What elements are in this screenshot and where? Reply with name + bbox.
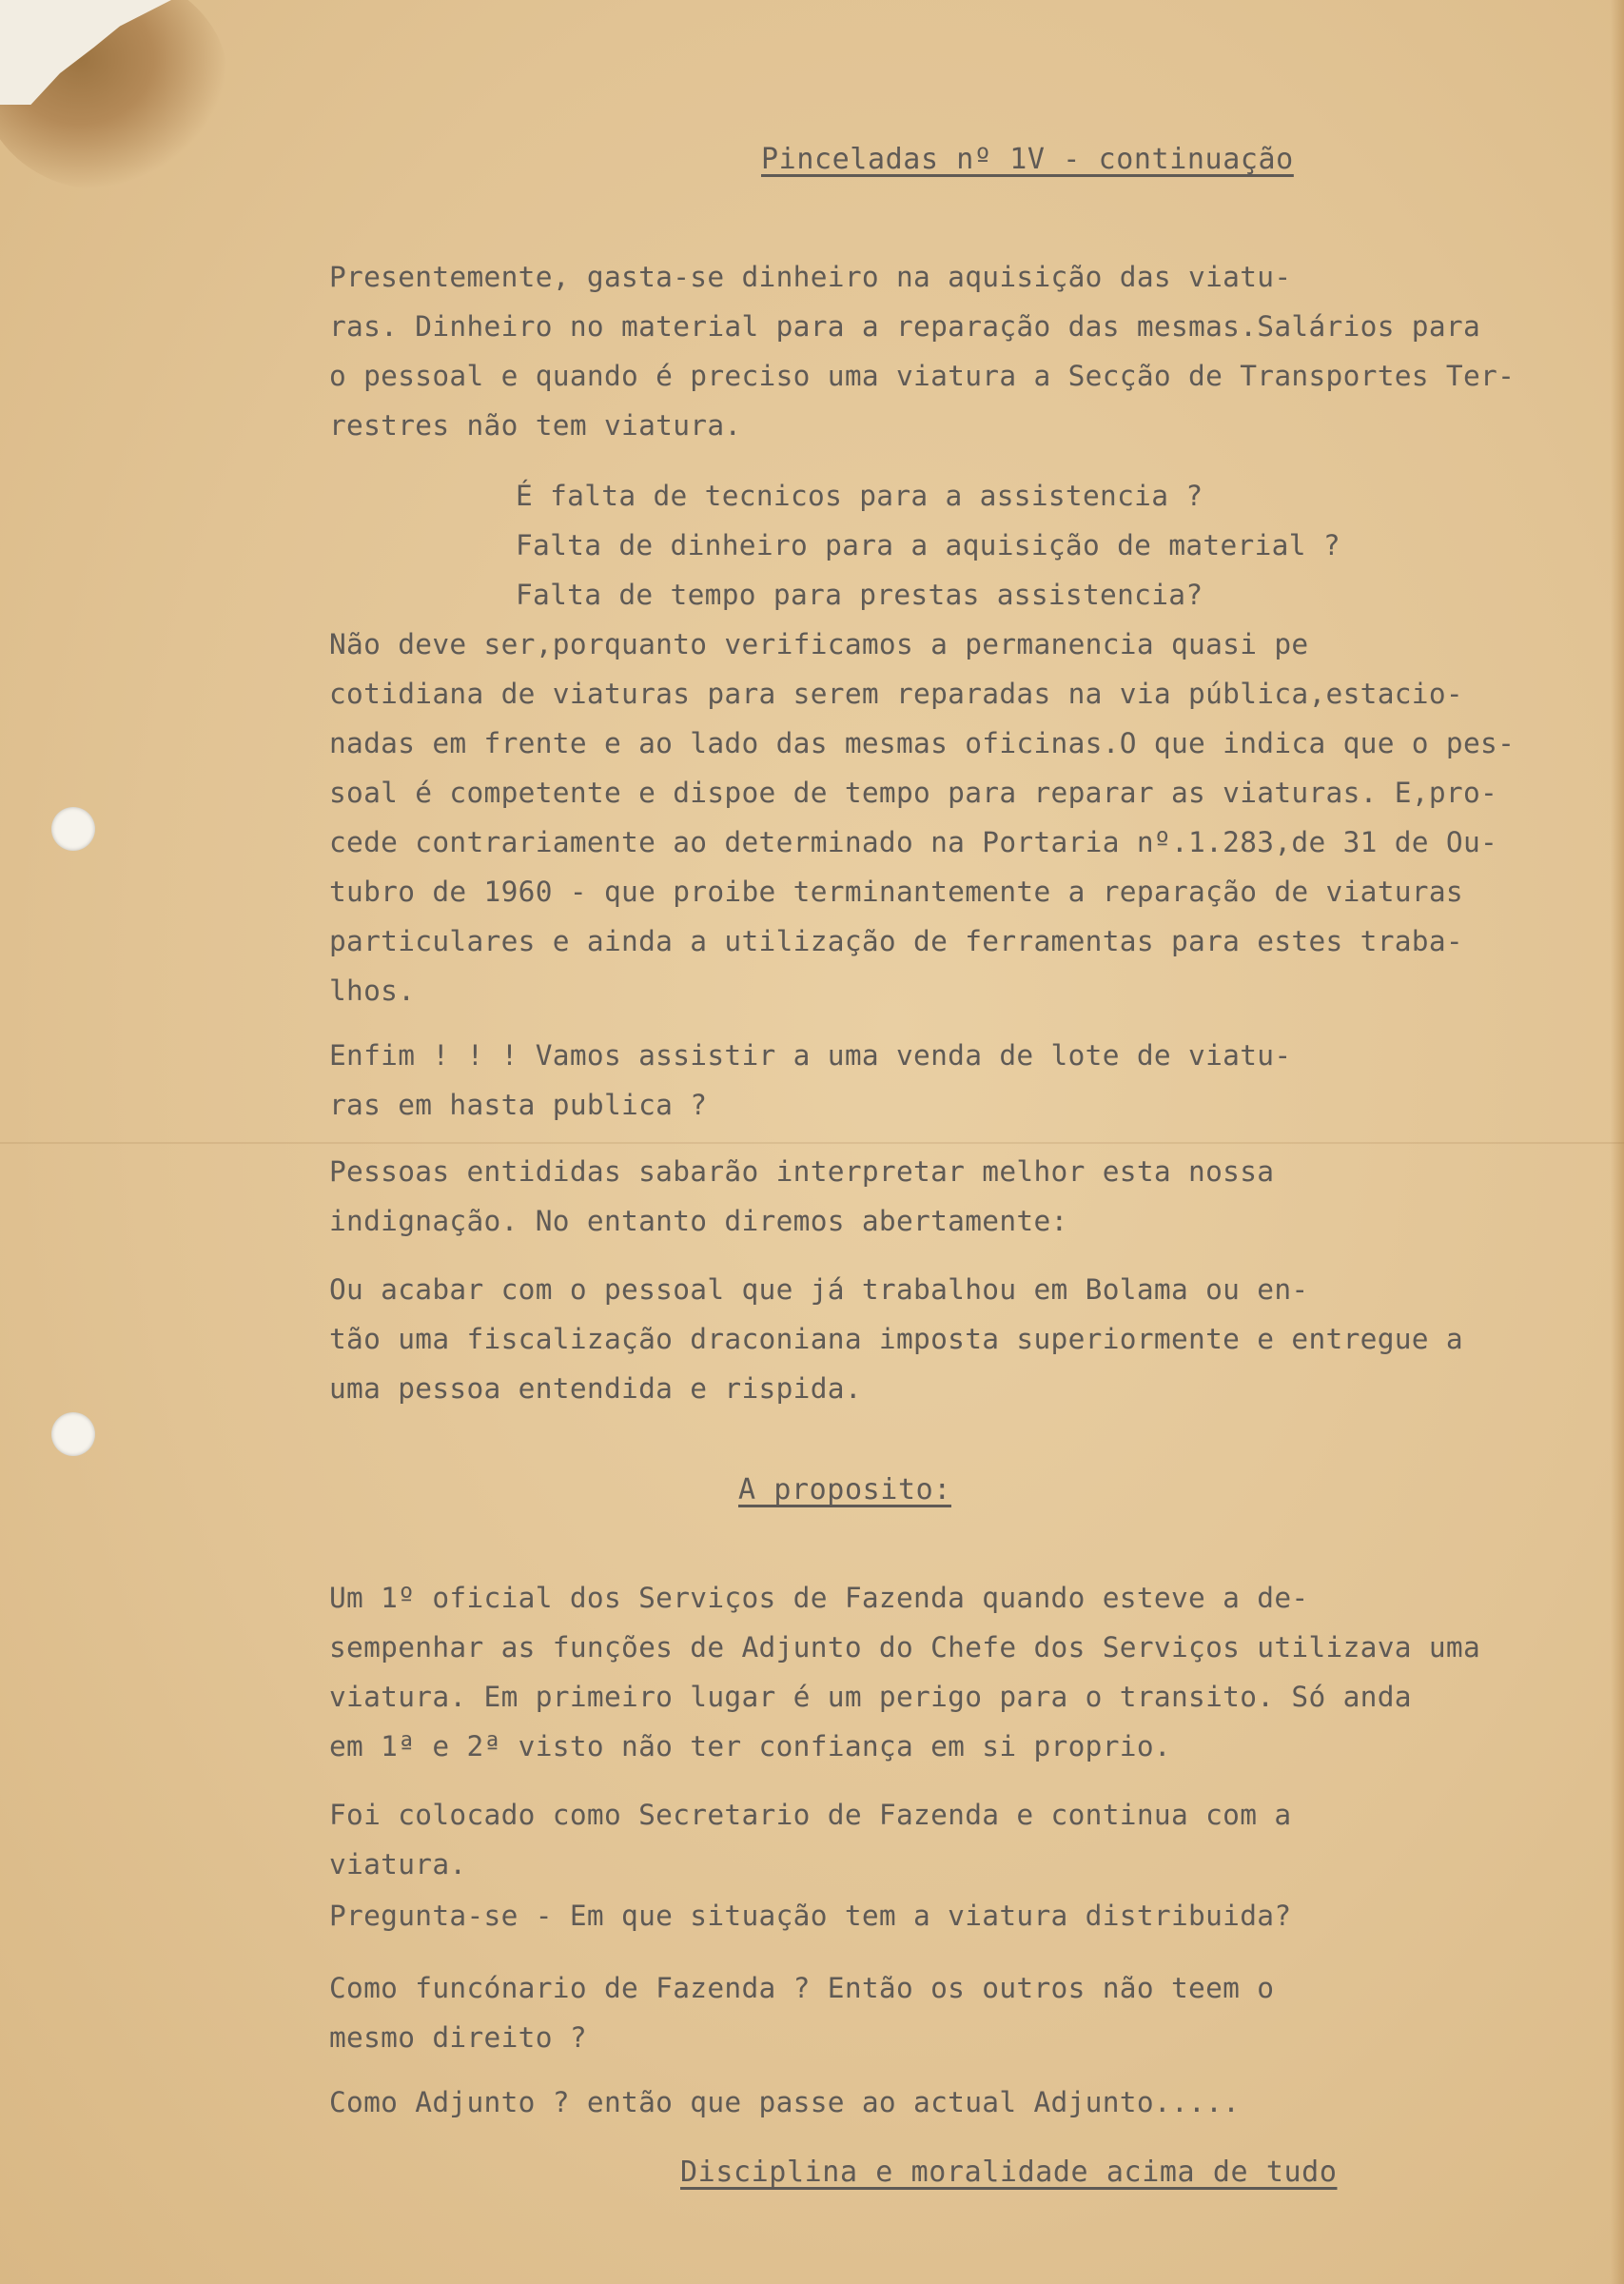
text-line: cotidiana de viaturas para serem reparadas na via pública,estacio- <box>329 678 1463 710</box>
text-line: lhos. <box>329 975 416 1007</box>
text-line: sempenhar as funções de Adjunto do Chefe dos Serviços utilizava uma <box>329 1631 1481 1664</box>
paragraph-5 <box>329 1265 1585 1413</box>
text-line: nadas em frente e ao lado das mesmas oficinas.O que indica que o pes- <box>329 727 1516 759</box>
text-line: ras. Dinheiro no material para a reparação das mesmas.Salários para <box>329 310 1481 343</box>
punch-hole <box>51 807 95 851</box>
text-line: Presentemente, gasta-se dinheiro na aquisição das viatu- <box>329 261 1292 293</box>
text-line: viatura. <box>329 1848 467 1880</box>
paragraph-8 <box>329 1891 1585 1940</box>
closing-line: Disciplina e moralidade acima de tudo <box>680 2156 1338 2189</box>
question-line: Falta de dinheiro para a aquisição de material ? <box>516 529 1340 561</box>
page-fold <box>0 1142 1624 1144</box>
text-line: Ou acabar com o pessoal que já trabalhou em Bolama ou en- <box>329 1273 1309 1306</box>
text-line: Pessoas entididas sabarão interpretar melhor esta nossa <box>329 1155 1275 1188</box>
paragraph-4 <box>329 1147 1585 1246</box>
text-line: Pregunta-se - Em que situação tem a viatura distribuida? <box>329 1900 1292 1932</box>
section-subheading: A proposito: <box>738 1473 951 1506</box>
document-title: Pinceladas nº 1V - continuação <box>761 143 1294 176</box>
text-line: ras em hasta publica ? <box>329 1089 708 1121</box>
text-line: Enfim ! ! ! Vamos assistir a uma venda de lote de viatu- <box>329 1039 1292 1072</box>
text-line: viatura. Em primeiro lugar é um perigo para o transito. Só anda <box>329 1681 1412 1713</box>
text-line: uma pessoa entendida e rispida. <box>329 1372 862 1405</box>
text-line: Como Adjunto ? então que passe ao actual Adjunto..... <box>329 2086 1241 2118</box>
text-line: o pessoal e quando é preciso uma viatura a Secção de Transportes Ter- <box>329 360 1516 392</box>
text-line: Um 1º oficial dos Serviços de Fazenda quando esteve a de- <box>329 1582 1309 1614</box>
text-line: mesmo direito ? <box>329 2021 587 2054</box>
paragraph-6 <box>329 1573 1585 1771</box>
text-line: Foi colocado como Secretario de Fazenda e continua com a <box>329 1799 1292 1831</box>
text-line: Não deve ser,porquanto verificamos a permanencia quasi pe <box>329 628 1309 660</box>
text-line: em 1ª e 2ª visto não ter confiança em si proprio. <box>329 1730 1171 1762</box>
paragraph-10 <box>329 2077 1585 2127</box>
paragraph-2 <box>329 620 1585 1015</box>
question-line: Falta de tempo para prestas assistencia? <box>516 579 1203 611</box>
paragraph-7 <box>329 1790 1585 1889</box>
paragraph-3 <box>329 1031 1585 1130</box>
text-line: tão uma fiscalização draconiana imposta superiormente e entregue a <box>329 1323 1463 1355</box>
paragraph-9 <box>329 1963 1585 2062</box>
punch-hole <box>51 1412 95 1456</box>
text-line: cede contrariamente ao determinado na Portaria nº.1.283,de 31 de Ou- <box>329 826 1498 858</box>
text-line: soal é competente e dispoe de tempo para reparar as viaturas. E,pro- <box>329 777 1498 809</box>
text-line: restres não tem viatura. <box>329 409 742 442</box>
text-line: indignação. No entanto diremos abertamente: <box>329 1205 1068 1237</box>
text-line: tubro de 1960 - que proibe terminantemente a reparação de viaturas <box>329 876 1463 908</box>
question-line: É falta de tecnicos para a assistencia ? <box>516 480 1203 512</box>
questions-list <box>516 471 1624 620</box>
text-line: Como funcónario de Fazenda ? Então os outros não teem o <box>329 1972 1275 2004</box>
paragraph-1 <box>329 252 1585 450</box>
text-line: particulares e ainda a utilização de ferramentas para estes traba- <box>329 925 1463 957</box>
